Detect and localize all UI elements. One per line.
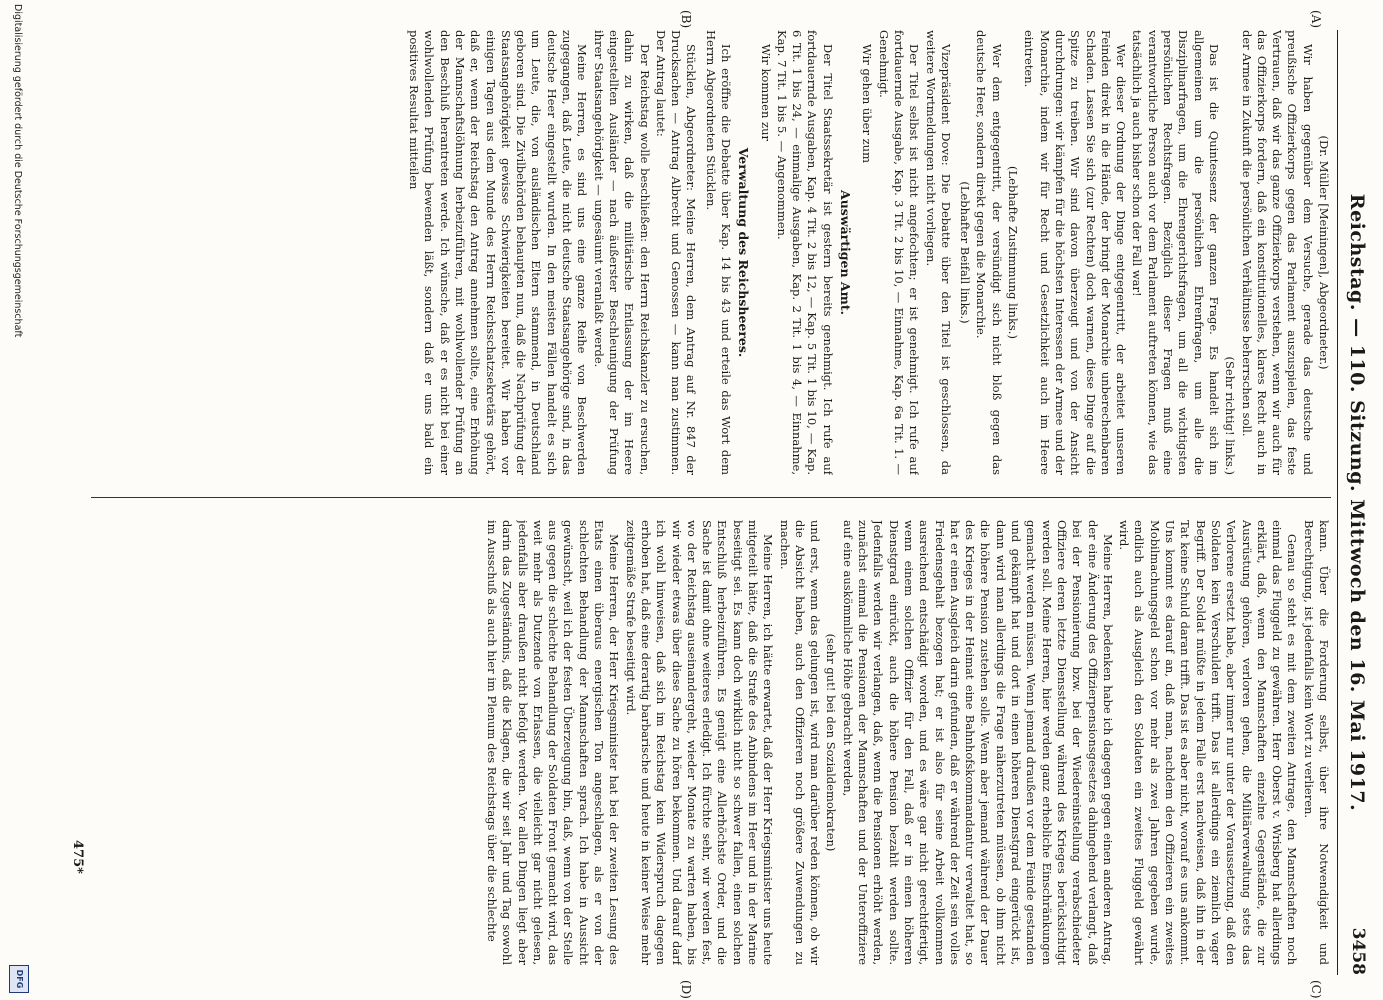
page-number: 3458 bbox=[1348, 927, 1368, 975]
paragraph: Wer dieser Ordnung der Dinge entgegentritt, der arbeitet unseren Feinden direkt in die Hände, der bringt der Monarchie unberechenbaren Schaden. Lassen Sie sich (zur Rechten) doch warnen, diese Dinge auf die Spitze zu treiben. Wir sind davon überzeugt und von der Ansicht durchdrungen: wir kämpfen für die höchsten Interessen der Armee und der Monarchie, indem wir für Recht und Gesetzlichkeit auch im Heere eintreten. bbox=[1022, 30, 1129, 475]
header-rule bbox=[1337, 30, 1338, 975]
paragraph: Der Titel Staatssekretär ist gestern bereits genehmigt. Ich rufe auf fortdauernde Ausgaben, Kap. 4 Tit. 2 bis 12, — Kap. 5 Tit. 1 bis 10, — Kap. 6 Tit. 1 bis 24, — einmalige Ausgaben, Kap. 2 Tit. 1 bis 4, — Einnahme, Kap. 7 Tit. 1 bis 5. — Angenommen. bbox=[774, 30, 835, 475]
page-header bbox=[1342, 30, 1368, 975]
motion-text: Der Reichstag wolle beschließen: den Herrn Reichskanzler zu ersuchen, dahin zu wirken, daß die militärische Entlassung der im Heere eingestellten Ausländer — nach äußerster Beschleunigung der Prüfung ihrer Staatsangehörigkeit — ungesäumt veranlaßt werde. bbox=[591, 30, 652, 475]
paragraph: Das ist die Quintessenz der ganzen Frage. Es handelt sich im allgemeinen um die persönlichen Ehrenfragen, um alle die Disziplinarfragen, um die Ehrengerichtsfragen, um all die wichtigsten persönlichen Rechtsfragen. Bezüglich dieser Fragen muß eine verantwortliche Person auch vor dem Parlament auftreten können, wie das tatsächlich ja auch bisher schon der Fall war! bbox=[1130, 30, 1221, 475]
right-column bbox=[91, 520, 1331, 965]
margin-marker-d: (D) bbox=[679, 980, 693, 999]
margin-marker-c: (C) bbox=[1309, 980, 1323, 999]
digitization-credit: Digitalisierung gefördert durch die Deutsche Forschungsgemeinschaft bbox=[12, 4, 23, 338]
dfg-logo: DFG bbox=[9, 965, 29, 993]
margin-marker-b: (B) bbox=[679, 10, 693, 29]
paragraph: Meine Herren, es sind uns eine ganze Reihe von Beschwerden zugegangen, daß Leute, die nicht deutsche Staatsangehörige sind, in das deutsche Heer eingestellt wurden. In den meisten Fällen handelt es sich um Leute, die, von ausländischen Eltern stammend, in Deutschland geboren sind. Die Zivilbehörden behaupten nun, daß die Nachprüfung der Staatsangehörigkeit gewisse Schwierigkeiten bereitet. Wir haben vor einigen Tagen aus dem Munde des Herrn Reichsschatzsekretärs gehört, daß er, wenn der Reichstag den Antrag annehmen sollte, eine Erhöhung der Mannschaftslöhnung herbeizuführen, mit wohlwollender Prüfung an den Beschluß herantreten werde. Ich wünsche, daß er es nicht bei einer wohlwollenden Prüfung bewenden läßt, sondern daß er uns bald ein positives Resultat mitteilen bbox=[407, 30, 590, 475]
page-signature: 475* bbox=[70, 840, 85, 874]
paragraph: Wir gehen über zum bbox=[860, 44, 875, 163]
paragraph: kann. Über die Forderung selbst, über ihre Notwendigkeit und Berechtigung, ist jedenfalls kein Wort zu verlieren. bbox=[1301, 520, 1331, 965]
interjection: (Lebhafte Zustimmung links.) bbox=[1006, 166, 1021, 339]
paragraph: Ich eröffne die Debatte über Kap. 14 bis 43 und erteile das Wort dem Herrn Abgeordneten Stücklen. bbox=[703, 30, 734, 475]
paragraph: Wir kommen zur bbox=[758, 44, 773, 141]
column-divider bbox=[91, 497, 1331, 498]
speaker-paragraph: Vizepräsident Dove: Die Debatte über den Titel ist geschlossen, da weitere Wortmeldungen nicht vorliegen. bbox=[923, 30, 953, 475]
paragraph: Wer dem entgegentritt, der versündigt sich nicht bloß gegen das deutsche Heer, sondern direkt gegen die Monarchie. bbox=[974, 30, 1004, 475]
interjection: (sehr gut! bei den Sozialdemokraten) bbox=[824, 633, 839, 852]
paragraph: Meine Herren, ich hätte erwartet, daß der Herr Kriegsminister uns heute mitgeteilt hätte, daß die Strafe des Anbindens im Heer und in der Marine beseitigt sei. Es kann doch wirklich nicht so schwer fallen, einen solchen Entschluß herbeizuführen. Es genügt eine Allerhöchste Order, und die Sache ist damit ohne weiteres erledigt. Ich fürchte sehr, wir werden fest, wo der Reichstag auseinandergeht, wieder Monate zu warten haben, bis wir wieder etwas über diese Sache zu hören bekommen. Und darauf darf ich wohl hinweisen, daß sich im Reichstag kein Widerspruch dagegen erhoben hat, daß eine derartig barbarische und heute in keiner Weise mehr zeitgemäße Strafe beseitigt wird. bbox=[623, 520, 776, 965]
interjection: (Lebhafter Beifall links.) bbox=[958, 181, 973, 324]
header-title: Reichstag. — 110. Sitzung. Mittwoch den 16. Mai 1917. bbox=[1346, 193, 1368, 812]
left-column bbox=[61, 30, 1331, 475]
section-heading: Auswärtigen Amt. bbox=[838, 190, 854, 315]
paragraph: und erst, wenn das gelungen ist, wird man darüber reden können, ob wir die Absicht haben, auch den Offizieren noch größere Zuwendungen zu machen. bbox=[777, 520, 823, 965]
paragraph: Wir haben gegenüber dem Versuche, gerade das deutsche und preußische Offizierkorps gegen das Parlament auszuspielen, das feste Vertrauen, daß wir das ganze Offizierkorps verstehen, wenn wir auch für das Offizierkorps fordern, daß ein konstitutionelles, klares Recht auch in der Armee in Zukunft die persönlichen Verhältnisse beherrschen soll. bbox=[1239, 30, 1315, 475]
paragraph: Der Titel selbst ist nicht angefochten; er ist genehmigt. Ich rufe auf fortdauernde Ausgabe, Kap. 3 Tit. 2 bis 10, — Einnahme, Kap. 6a Tit. 1. — Genehmigt. bbox=[876, 30, 922, 475]
paragraph: Meine Herren, bedenken habe ich dagegen gegen einen anderen Antrag, der eine Änderung des Offizierpensionsgesetzes dahingehend verlangt, daß bei der Pensionierung bzw. bei der Wiedereinstellung verabschiedeter Offiziere deren letzte Diensstellung während des Krieges berücksichtigt werden soll. Meine Herren, hier werden ganz erhebliche Einschränkungen gemacht werden müssen. Wenn jemand draußen vor dem Feinde gestanden und gekämpft hat und dort in einen höheren Dienstgrad eingerückt ist, dann wird man allerdings die Frage näherzutreten müssen, ob ihm nicht die höhere Pension zustehen solle. Wenn aber jemand während der Dauer des Krieges in der Heimat eine Bahnhofskommandantur verwaltet hat, so hat er einen Ausgleich darin gefunden, daß er während der Zeit sein volles Friedensgehalt bezogen hat; er ist also für seine Arbeit vollkommen ausreichend entschädigt worden, und es wäre gar nicht gerechtfertigt, wenn einem solchen Offizier für den Fall, daß er in einen höheren Dienstgrad einrückt, auch die höhere Pension bezahlt werden sollte. Jedenfalls werden wir verlangen, daß, wenn die Pensionen erhöht werden, zunächst einmal die Pensionen der Mannschaften und der Unteroffiziere auf eine auskömmliche Höhe gebracht werden, bbox=[840, 520, 1115, 965]
interjection: (Sehr richtig! links.) bbox=[1223, 356, 1238, 475]
margin-marker-a: (A) bbox=[1309, 10, 1323, 29]
section-heading: Verwaltung des Reichsheeres. bbox=[736, 147, 752, 358]
speaker-line: (Dr. Müller [Meiningen], Abgeordneter.) bbox=[1317, 135, 1331, 370]
paragraph: Meine Herren, der Herr Kriegsminister hat bei der zweiten Lesung des Etats einen überaus energischen Ton angeschlagen, als er von der schlechten Behandlung der Mannschaften sprach. Ich habe in Aussicht gewünscht, weil ich der festen Überzeugung bin, daß, wenn von der Stelle aus gegen die schlechte Behandlung der Soldaten Front gemacht wird, das weit mehr als Dutzende von Erlassen, die vielleicht gar nicht gelesen, jedenfalls aber draußen nicht befolgt werden. Vor allen Dingen liegt aber darin das Zugeständnis, daß die Klagen, die wir seit Jahr und Tag sowohl im Ausschuß als auch hier im Plenum des Reichstags über die schlechte bbox=[484, 520, 622, 965]
paragraph: Genau so steht es mit dem zweiten Antrage, den Mannschaften noch einmal das Fluggeld zu gewähren. Herr Oberst v. Wrisberg hat allerdings erklärt, daß, wenn den Mannschaften einzelne Gegenstände, die zur Ausrüstung gehören, verloren gehen, die Militärverwaltung stets das Verlorene ersetzt habe, aber immer nur unter der Voraussetzung, daß den Soldaten kein Verschulden trifft. Das ist allerdings ein ziemlich vager Begriff. Der Soldat müßte in jedem Falle erst nachweisen, daß ihn in der Tat keine Schuld daran trifft. Das ist es aber nicht, worauf es uns ankommt. Uns kommt es darauf an, daß man, nachdem den Offizieren ein zweites Mobilmachungsgeld schon vor mehr als zwei Jahren gegeben wurde, endlich auch als Ausgleich den Soldaten ein zweites Fluggeld gewährt wird. bbox=[1117, 520, 1300, 965]
speaker-paragraph: Stücklen, Abgeordneter: Meine Herren, dem Antrag auf Nr. 847 der Drucksachen — Antrag Albrecht und Genossen — kann man zustimmen. Der Antrag lautet: bbox=[653, 30, 699, 475]
